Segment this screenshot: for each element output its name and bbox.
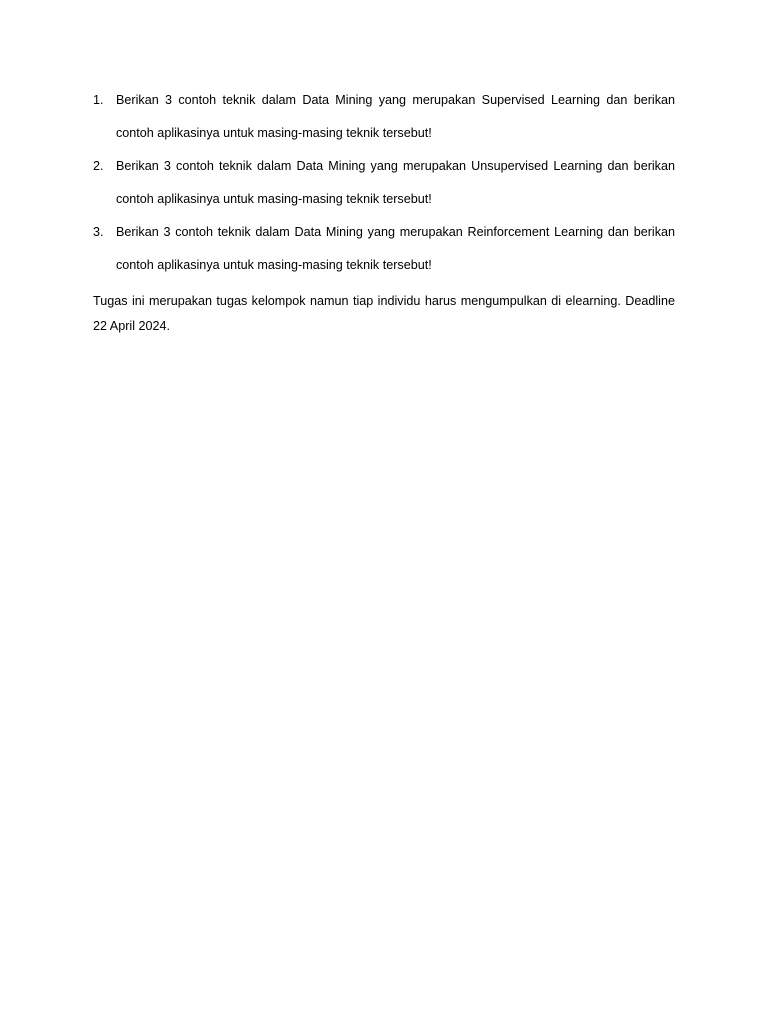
task-number: 3. bbox=[93, 225, 104, 239]
task-text: Berikan 3 contoh teknik dalam Data Mining yang merupakan Unsupervised Learning dan berikan contoh aplikasinya untuk masing-masing teknik tersebut! bbox=[116, 159, 675, 206]
task-number: 2. bbox=[93, 159, 104, 173]
task-list bbox=[93, 84, 675, 281]
assignment-note: Tugas ini merupakan tugas kelompok namun tiap individu harus mengumpulkan di elearning. Deadline 22 April 2024. bbox=[93, 294, 675, 333]
document-content bbox=[93, 84, 675, 339]
task-item-3 bbox=[93, 216, 675, 281]
task-item-2 bbox=[93, 150, 675, 215]
task-item-1 bbox=[93, 84, 675, 149]
task-text: Berikan 3 contoh teknik dalam Data Mining yang merupakan Reinforcement Learning dan berikan contoh aplikasinya untuk masing-masing teknik tersebut! bbox=[116, 225, 675, 272]
task-text: Berikan 3 contoh teknik dalam Data Mining yang merupakan Supervised Learning dan berikan contoh aplikasinya untuk masing-masing teknik tersebut! bbox=[116, 93, 675, 140]
task-number: 1. bbox=[93, 93, 104, 107]
